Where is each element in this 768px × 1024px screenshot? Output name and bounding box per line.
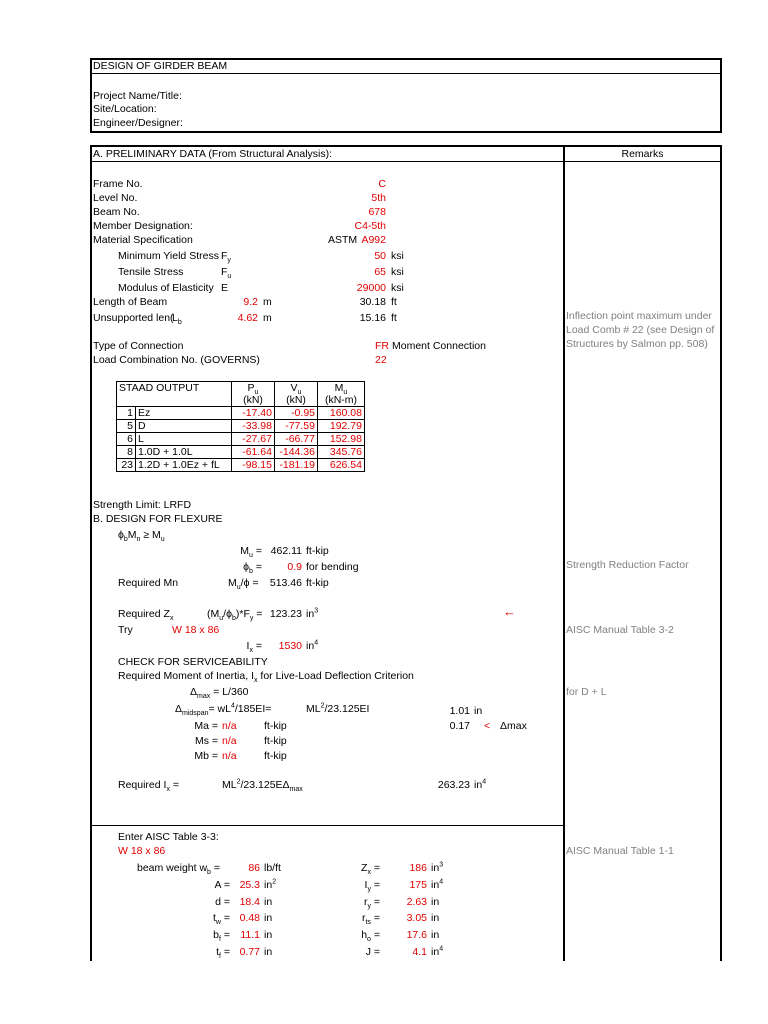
required-mn-value: 513.46 <box>269 577 302 589</box>
fu-symbol: $F_u$ <box>221 266 232 281</box>
beam-value: 678 <box>368 206 386 218</box>
deflection-value-2: 0.17 <box>449 720 470 732</box>
row-vu: -144.36 <box>275 446 318 459</box>
phib-value: 0.9 <box>287 561 302 573</box>
required-ix-expr: $ML^2/23.125E\Delta_{max}$ <box>222 778 303 794</box>
length-label: Length of Beam <box>93 296 168 308</box>
ms-value: n/a <box>222 735 237 747</box>
material-label: Material Specification <box>93 234 193 246</box>
material-value: A992 <box>361 234 386 246</box>
required-zx-value: 123.23 <box>269 608 302 620</box>
doc-title: DESIGN OF GIRDER BEAM <box>93 60 228 72</box>
fy-symbol: $F_y$ <box>221 250 231 265</box>
fy-value: 50 <box>374 250 386 262</box>
row-no: 1 <box>117 407 136 420</box>
remark-table11: AISC Manual Table 1-1 <box>566 845 674 857</box>
ry-value: 2.63 <box>406 896 427 908</box>
section-a-title-bottom <box>90 161 565 162</box>
iy-unit: $in^4$ <box>431 878 444 891</box>
zx-value: 186 <box>409 862 427 874</box>
connection-label: Type of Connection <box>93 340 184 352</box>
ix-value: 1530 <box>278 640 302 652</box>
row-no: 23 <box>117 459 136 472</box>
remarks-left-border <box>563 145 565 961</box>
row-vu: -181.19 <box>275 459 318 472</box>
connection-value: FR <box>375 340 389 352</box>
lb-ft-value: 15.16 <box>359 312 386 324</box>
bf-value: 11.1 <box>240 929 260 941</box>
table-row <box>117 407 365 420</box>
ry-label: $r_y$ = <box>363 896 380 911</box>
required-zx-expr: $(M_u/\phi_b)*F_y$ = <box>207 608 263 623</box>
wb-value: 86 <box>248 862 260 874</box>
header-mu: $M_u$ <box>318 382 365 395</box>
aisc-enter: Enter AISC Table 3-3: <box>118 831 219 843</box>
ma-label: Ma = <box>194 720 218 732</box>
j-unit: $in^4$ <box>431 945 444 958</box>
e-unit: ksi <box>391 282 404 294</box>
row-name: L <box>136 433 232 446</box>
row-no: 8 <box>117 446 136 459</box>
connection-text: Moment Connection <box>392 340 486 352</box>
ma-unit: ft-kip <box>264 720 287 732</box>
try-label: Try <box>118 624 133 636</box>
required-ix-unit: $in^4$ <box>474 778 487 791</box>
load-comb-value: 22 <box>375 354 387 366</box>
main-top-border <box>90 145 722 147</box>
j-value: 4.1 <box>412 946 427 958</box>
ho-value: 17.6 <box>406 929 427 941</box>
e-label: Modulus of Elasticity <box>118 282 214 294</box>
ry-unit: in <box>431 896 440 908</box>
tf-label: $t_f$ = <box>216 946 230 961</box>
bf-label: $b_f$ = <box>213 929 230 944</box>
row-mu: 345.76 <box>318 446 365 459</box>
serviceability-title: CHECK FOR SERVICEABILITY <box>118 656 268 668</box>
level-label: Level No. <box>93 192 138 204</box>
row-pu: -17.40 <box>232 407 275 420</box>
ix-unit: $in^4$ <box>306 639 319 652</box>
site-field: Site/Location: <box>93 103 157 115</box>
astm-label: ASTM <box>328 234 358 246</box>
staad-output-table <box>116 381 365 472</box>
row-name: D <box>136 420 232 433</box>
engineer-field: Engineer/Designer: <box>93 117 183 129</box>
strength-limit: Strength Limit: LRFD <box>93 499 192 511</box>
required-mn-label: Required Mn <box>118 577 179 589</box>
tw-unit: in <box>264 912 273 924</box>
remarks-header-bottom <box>563 161 722 162</box>
table-row <box>117 446 365 459</box>
tf-value: 0.77 <box>239 946 260 958</box>
iy-label: $I_y$ = <box>364 879 380 894</box>
mu-label: $M_u$ = <box>240 545 262 560</box>
beam-label: Beam No. <box>93 206 140 218</box>
row-name: 1.0D + 1.0L <box>136 446 232 459</box>
row-mu: 626.54 <box>318 459 365 472</box>
unit-vu: (kN) <box>275 394 318 407</box>
row-pu: -98.15 <box>232 459 275 472</box>
try-section: W 18 x 86 <box>172 624 220 636</box>
table-header-row <box>117 382 365 395</box>
length-ft-value: 30.18 <box>359 296 386 308</box>
lb-m-unit: m <box>263 312 272 324</box>
tw-label: $t_w$ = <box>212 912 230 927</box>
length-m-value: 9.2 <box>243 296 258 308</box>
fu-label: Tensile Stress <box>118 266 184 278</box>
fy-unit: ksi <box>391 250 404 262</box>
ml-expr: $ML^2/23.125EI$ <box>306 702 370 715</box>
row-no: 6 <box>117 433 136 446</box>
less-than-sign: < <box>484 720 491 732</box>
row-mu: 152.98 <box>318 433 365 446</box>
fy-label: Minimum Yield Stress <box>118 250 219 262</box>
ix-label: $I_x$ = <box>246 640 262 655</box>
zx-label: $Z_x$ = <box>361 862 380 877</box>
tw-value: 0.48 <box>239 912 260 924</box>
ma-value: n/a <box>222 720 237 732</box>
remarks-header: Remarks <box>621 148 664 160</box>
d-value: 18.4 <box>239 896 260 908</box>
fu-value: 65 <box>374 266 386 278</box>
a-label: A = <box>214 879 230 891</box>
pointer-arrow-icon: ← <box>503 604 516 619</box>
lb-ft-unit: ft <box>391 312 397 324</box>
main-right-border <box>720 145 722 961</box>
length-m-unit: m <box>263 296 272 308</box>
delta-max-text: Δmax <box>500 720 527 732</box>
row-vu: -66.77 <box>275 433 318 446</box>
remark-dl: for D + L <box>566 686 607 698</box>
row-name: Ez <box>136 407 232 420</box>
delta-max-expr: $\Delta_{max} = L/360$ <box>190 686 249 701</box>
wb-unit: lb/ft <box>264 862 281 874</box>
ho-unit: in <box>431 929 440 941</box>
flexure-equation: $\phi_bM_n \ge M_u$ <box>118 529 165 544</box>
row-vu: -0.95 <box>275 407 318 420</box>
row-mu: 192.79 <box>318 420 365 433</box>
header-vu: $V_u$ <box>275 382 318 395</box>
row-pu: -33.98 <box>232 420 275 433</box>
row-vu: -77.59 <box>275 420 318 433</box>
lb-label: Unsupported len( <box>93 312 174 324</box>
row-pu: -27.67 <box>232 433 275 446</box>
wb-label: beam weight $w_b$ = <box>137 862 221 877</box>
section-b-title: B. DESIGN FOR FLEXURE <box>93 513 223 525</box>
table-row <box>117 433 365 446</box>
d-label: d = <box>215 896 230 908</box>
required-mn-expr: $M_u/\phi$ = <box>228 577 259 592</box>
row-pu: -61.64 <box>232 446 275 459</box>
e-value: 29000 <box>356 282 386 294</box>
header-divider <box>90 73 722 74</box>
level-value: 5th <box>371 192 386 204</box>
bf-unit: in <box>264 929 273 941</box>
a-unit: $in^2$ <box>264 878 277 891</box>
d-unit: in <box>264 896 273 908</box>
table-row <box>117 459 365 472</box>
remark-table32: AISC Manual Table 3-2 <box>566 624 674 636</box>
zx-unit: $in^3$ <box>431 861 444 874</box>
project-field: Project Name/Title: <box>93 90 182 102</box>
row-mu: 160.08 <box>318 407 365 420</box>
ho-label: $h_o$ = <box>361 929 380 944</box>
ms-unit: ft-kip <box>264 735 287 747</box>
rts-unit: in <box>431 912 440 924</box>
deflection-value-1: 1.01 <box>449 705 470 717</box>
section-a-title: A. PRELIMINARY DATA (From Structural Analysis): <box>93 148 333 160</box>
required-mn-unit: ft-kip <box>306 577 329 589</box>
member-value: C4-5th <box>354 220 386 232</box>
section-divider <box>90 825 565 826</box>
mu-value: 462.11 <box>270 545 302 557</box>
unit-pu: (kN) <box>232 394 275 407</box>
load-comb-label: Load Combination No. (GOVERNS) <box>93 354 260 366</box>
iy-value: 175 <box>409 879 427 891</box>
a-value: 25.3 <box>239 879 260 891</box>
rts-value: 3.05 <box>406 912 427 924</box>
frame-label: Frame No. <box>93 178 143 190</box>
length-ft-unit: ft <box>391 296 397 308</box>
phib-label: $\phi_b$ = <box>243 561 262 576</box>
required-ix-value: 263.23 <box>437 779 470 791</box>
aisc-section: W 18 x 86 <box>118 845 166 857</box>
delta-midspan-expr: $\Delta_{midspan}= wL^4/185EI=$ <box>175 702 272 718</box>
tf-unit: in <box>264 946 273 958</box>
rts-label: $r_{ts}$ = <box>361 912 380 927</box>
row-name: 1.2D + 1.0Ez + fL <box>136 459 232 472</box>
remark-srf: Strength Reduction Factor <box>566 559 689 571</box>
ms-label: Ms = <box>194 735 218 747</box>
remark-inflection: Inflection point maximum under Load Comb # 22 (see Design of Structures by Salmon pp. 508) <box>566 310 715 350</box>
table-row <box>117 420 365 433</box>
lb-m-value: 4.62 <box>237 312 258 324</box>
serviceability-desc: Required Moment of Inertia, $I_x$ for Live-Load Deflection Criterion <box>118 670 414 685</box>
e-symbol: E <box>221 282 229 294</box>
frame-value: C <box>378 178 386 190</box>
fu-unit: ksi <box>391 266 404 278</box>
row-no: 5 <box>117 420 136 433</box>
mb-value: n/a <box>222 750 237 762</box>
required-ix-label: Required $I_x$ = <box>118 779 180 794</box>
mu-unit: ft-kip <box>306 545 329 557</box>
required-zx-label: Required $Z_x$ <box>118 608 174 623</box>
unit-mu: (kN-m) <box>318 394 365 407</box>
mb-label: Mb = <box>194 750 218 762</box>
header-pu: $P_u$ <box>232 382 275 395</box>
phib-text: for bending <box>306 561 359 573</box>
required-zx-unit: $in^3$ <box>306 607 319 620</box>
member-label: Member Designation: <box>93 220 193 232</box>
main-left-border <box>90 145 92 961</box>
mb-unit: ft-kip <box>264 750 287 762</box>
deflection-unit-1: in <box>474 705 483 717</box>
table-title: STAAD OUTPUT <box>117 382 232 407</box>
j-label: J = <box>365 946 380 958</box>
lb-symbol: $L_b$ <box>172 312 182 327</box>
